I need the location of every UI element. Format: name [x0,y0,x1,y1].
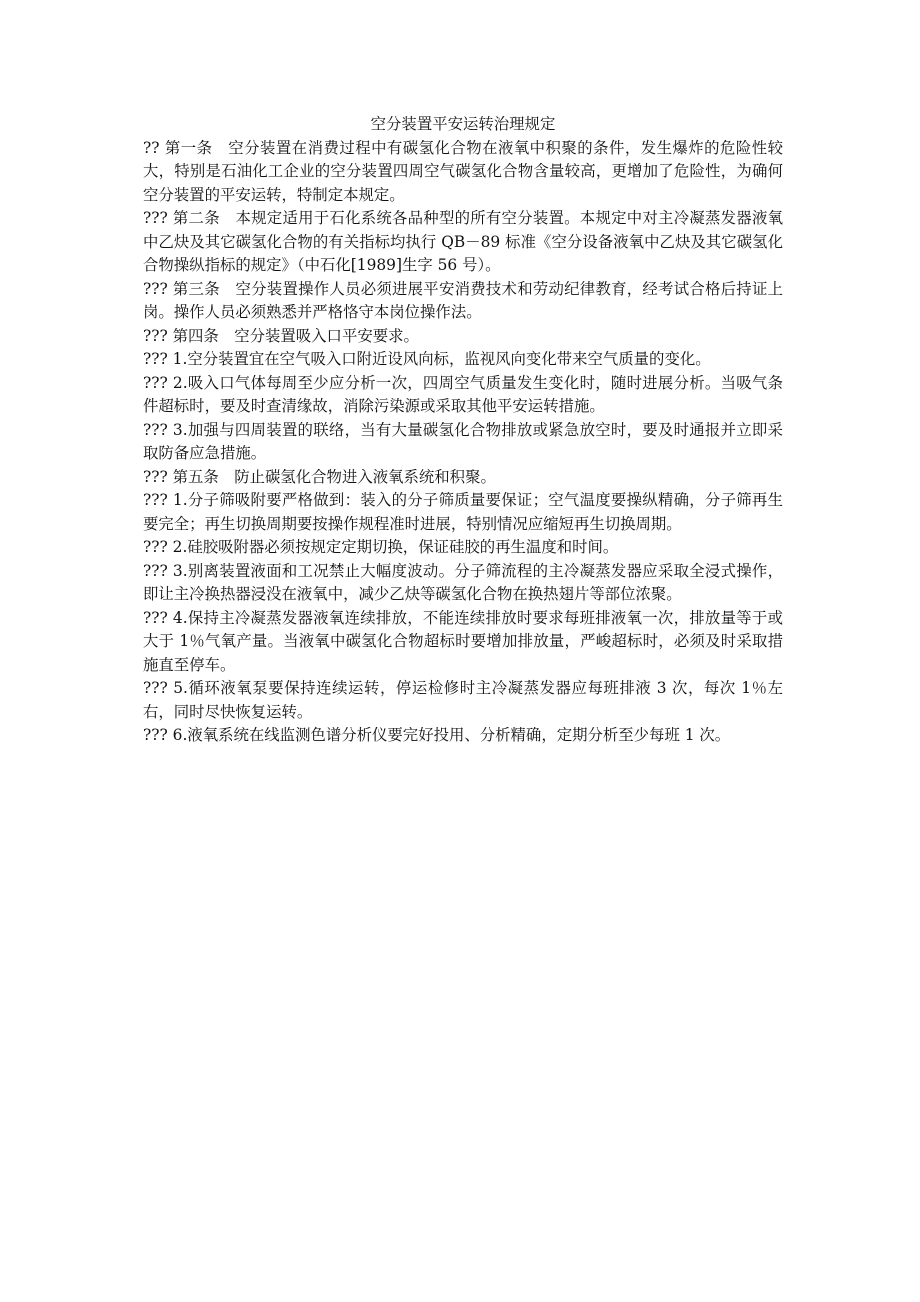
paragraph-article-5-item-6: ??? 6.液氧系统在线监测色谱分析仪要完好投用、分析精确，定期分析至少每班 1 次。 [143,726,731,744]
paragraph-article-4: ??? 第四条 空分装置吸入口平安要求。 [143,326,419,345]
paragraph-article-4-item-2: ??? 2.吸入口气体每周至少应分析一次，四周空气质量发生变化时，随时进展分析。当吸气条件超标时，要及时查清缘故，消除污染源或采取其他平安运转措施。 [143,373,783,415]
paragraph-article-5-item-3: ??? 3.别离装置液面和工况禁止大幅度波动。分子筛流程的主冷凝蒸发器应采取全浸式操作，即让主冷换热器浸没在液氧中，减少乙炔等碳氢化合物在换热翅片等部位浓聚。 [143,561,783,603]
paragraph-article-5: ??? 第五条 防止碳氢化合物进入液氧系统和积聚。 [143,467,496,486]
paragraph-article-5-item-4: ??? 4.保持主冷凝蒸发器液氧连续排放，不能连续排放时要求每班排液氧一次，排放量等于或大于 1％气氧产量。当液氧中碳氢化合物超标时要增加排放量，严峻超标时，必须及时采取措施直至停车。 [143,608,783,674]
paragraph-article-3: ??? 第三条 空分装置操作人员必须进展平安消费技术和劳动纪律教育，经考试合格后持证上岗。操作人员必须熟悉并严格恪守本岗位操作法。 [143,279,783,321]
paragraph-article-2: ??? 第二条 本规定适用于石化系统各品种型的所有空分装置。本规定中对主冷凝蒸发器液氧中乙炔及其它碳氢化合物的有关指标均执行 QB－89 标准《空分设备液氧中乙炔及其它碳氢化合物操纵指标的规定》（中石化[1989]生字 56 号）。 [143,209,783,274]
paragraph-article-1: ?? 第一条 空分装置在消费过程中有碳氢化合物在液氧中积聚的条件，发生爆炸的危险性较大，特别是石油化工企业的空分装置四周空气碳氢化合物含量较高，更增加了危险性，为确何空分装置的平安运转，特制定本规定。 [143,138,783,204]
paragraph-article-5-item-1: ??? 1.分子筛吸附要严格做到：装入的分子筛质量要保证；空气温度要操纵精确，分子筛再生要完全；再生切换周期要按操作规程准时进展，特别情况应缩短再生切换周期。 [143,491,783,533]
paragraph-article-5-item-2: ??? 2.硅胶吸附器必须按规定定期切换，保证硅胶的再生温度和时间。 [143,538,619,556]
paragraph-article-4-item-1: ??? 1.空分装置宜在空气吸入口附近设风向标，监视风向变化带来空气质量的变化。 [143,350,711,368]
paragraph-article-4-item-3: ??? 3.加强与四周装置的联络，当有大量碳氢化合物排放或紧急放空时，要及时通报并立即采取防备应急措施。 [143,420,783,462]
document-title: 空分装置平安运转治理规定 [370,115,556,133]
paragraph-article-5-item-5: ??? 5.循环液氧泵要保持连续运转，停运检修时主冷凝蒸发器应每班排液 3 次，每次 1％左右，同时尽快恢复运转。 [143,679,783,721]
document-body [143,113,783,748]
